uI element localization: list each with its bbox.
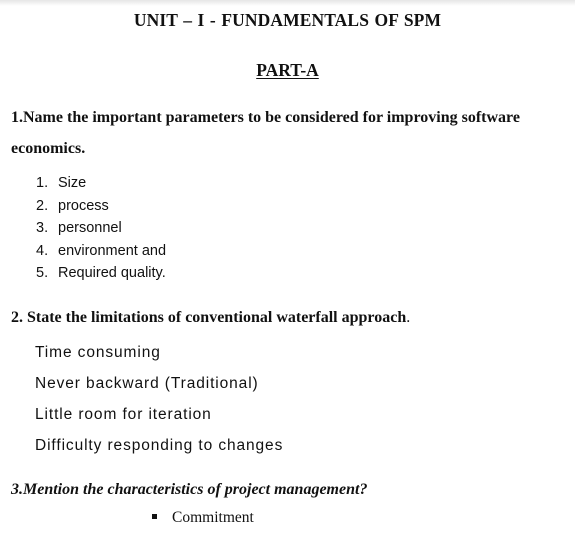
list-item-number: 1. (36, 175, 49, 191)
question-3-bullet-item (152, 509, 254, 527)
list-item (36, 195, 166, 218)
list-item: Difficulty responding to changes (35, 437, 284, 454)
list-item-number: 2. (36, 197, 49, 214)
question-3-text: 3.Mention the characteristics of project management? (11, 481, 368, 498)
list-item (36, 172, 166, 195)
list-item (36, 262, 166, 285)
list-item: Time consuming (35, 344, 161, 361)
square-bullet-icon (152, 514, 157, 519)
question-2-answer-list (35, 337, 283, 461)
question-1-answer-list (36, 172, 166, 285)
list-item: Little room for iteration (35, 406, 212, 423)
bullet-item-text: Commitment (172, 509, 254, 526)
list-item (36, 217, 166, 240)
question-1 (11, 102, 566, 164)
list-item-text: process (58, 197, 109, 214)
list-item-text: Required quality. (58, 265, 166, 282)
list-item (36, 240, 166, 263)
question-3 (11, 474, 566, 505)
question-1-text: 1.Name the important parameters to be considered for improving software economics. (11, 109, 520, 157)
list-item-number: 4. (36, 242, 49, 259)
list-item-text: Size (58, 175, 87, 191)
list-item-number: 5. (36, 265, 49, 282)
list-item: Never backward (Traditional) (35, 375, 259, 392)
list-item-number: 3. (36, 220, 49, 237)
question-2-text: 2. State the limitations of conventional waterfall approach (11, 309, 407, 326)
question-2-trailing-period: . (406, 309, 411, 326)
list-item-text: personnel (58, 220, 122, 237)
unit-title: UNIT – I - FUNDAMENTALS OF SPM (133, 10, 442, 30)
list-item-text: environment and (58, 242, 167, 259)
question-2 (11, 302, 566, 333)
part-title: PART-A (256, 60, 319, 80)
